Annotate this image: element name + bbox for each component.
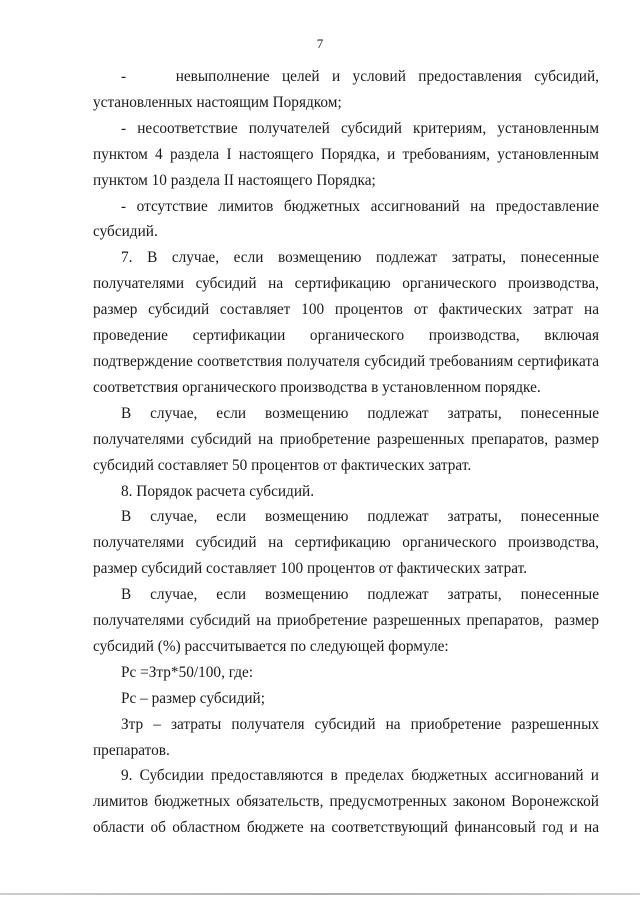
paragraph-item-8-heading: 8. Порядок расчета субсидий. (121, 482, 315, 500)
paragraph-item-7: 7. В случае, если возмещению подлежат затраты, понесенные получателями субсидий на сертификацию органического производства, размер субсидий составляет 100 процентов от фактических затрат на проведение сертификации органического производства, включая подтверждение соответствия получателя субсидий требованиям сертификата соответствия органического производства в установленном порядке. (93, 249, 599, 396)
paragraph-formula: Рс =Зтр*50/100, где: (121, 663, 254, 681)
paragraph-certification-100-percent: В случае, если возмещению подлежат затраты, понесенные получателями субсидий на сертификацию органического производства, размер субсидий составляет 100 процентов от фактических затрат. (93, 508, 599, 578)
scan-bottom-edge-line (0, 893, 640, 895)
paragraph-ztr-definition: Зтр – затраты получателя субсидий на приобретение разрешенных препаратов. (93, 715, 599, 759)
paragraph-item-9: 9. Субсидии предоставляются в пределах бюджетных ассигнований и лимитов бюджетных обязательств, предусмотренных законом Воронежской области об областном бюджете на соответствующий финансовый год и на (93, 767, 599, 837)
paragraph-noncompliance-criteria: - несоответствие получателей субсидий критериям, установленным пунктом 4 раздела I настоящего Порядка, и требованиям, установленным пунктом 10 раздела II настоящего Порядка; (93, 119, 599, 189)
paragraph-preparations-50-percent: В случае, если возмещению подлежат затраты, понесенные получателями субсидий на приобретение разрешенных препаратов, размер субсидий составляет 50 процентов от фактических затрат. (93, 404, 599, 474)
page-number: 7 (316, 36, 324, 51)
paragraph-no-budget-limits: - отсутствие лимитов бюджетных ассигнований на предоставление субсидий. (93, 197, 599, 241)
paragraph-formula-intro: В случае, если возмещению подлежат затраты, понесенные получателями субсидий на приобретение разрешенных препаратов, размер субсидий (%) рассчитывается по следующей формуле: (93, 586, 599, 655)
paragraph-violation-goals: - невыполнение целей и условий предоставления субсидий, установленных настоящим Порядком; (93, 68, 599, 111)
paragraph-rs-definition: Рс – размер субсидий; (121, 689, 265, 707)
document-body (93, 64, 599, 841)
